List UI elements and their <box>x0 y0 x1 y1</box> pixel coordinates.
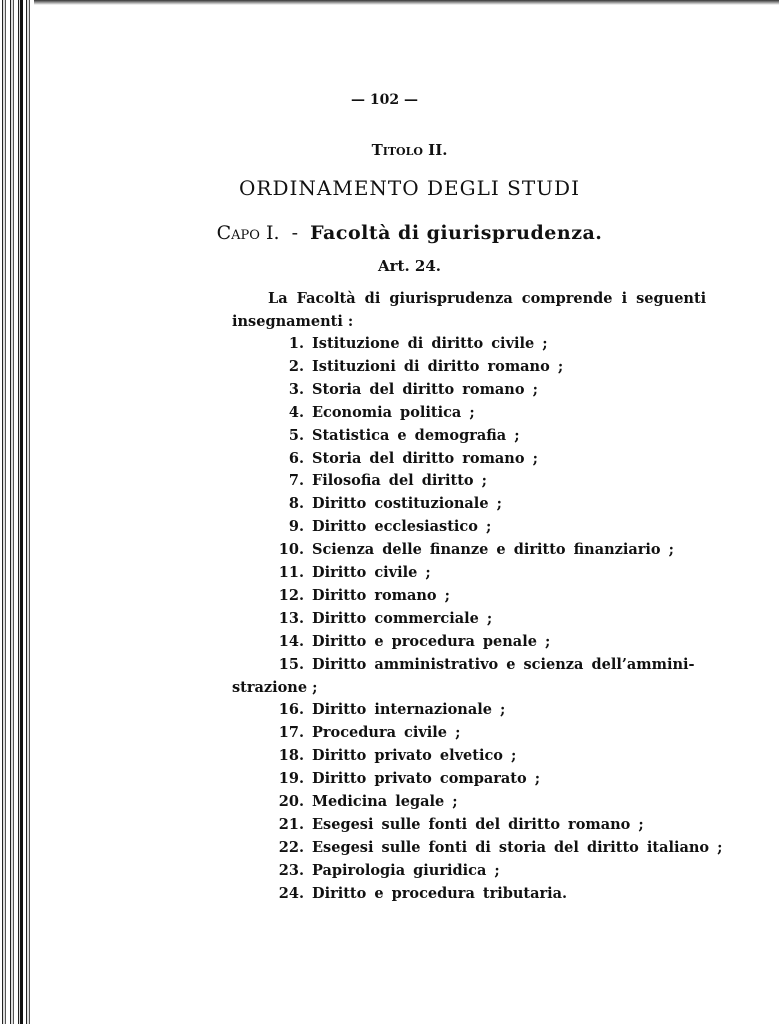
item-number: 3. <box>288 380 304 398</box>
item-text: Filosofia del diritto ; <box>312 472 487 490</box>
item-number: 1. <box>288 335 304 352</box>
item-text: Istituzioni di diritto romano ; <box>312 357 564 375</box>
item-number: 4. <box>288 403 304 421</box>
item-number: 22. <box>278 838 304 856</box>
item-text: Diritto ecclesiastico ; <box>312 518 492 536</box>
item-number: 19. <box>278 770 304 788</box>
item-text: Diritto privato comparato ; <box>312 770 541 788</box>
item-text: Diritto romano ; <box>312 586 451 604</box>
item-number: 10. <box>278 541 304 559</box>
item-text: Diritto amministrativo e scienza dell’ammini- <box>312 655 695 673</box>
item-number: 2. <box>288 357 304 375</box>
item-text: Storia del diritto romano ; <box>312 449 538 467</box>
item-text: Medicina legale ; <box>312 793 458 810</box>
item-number: 8. <box>288 495 304 513</box>
item-text: Storia del diritto romano ; <box>312 380 538 398</box>
item-text: Scienza delle finanze e diritto finanziario ; <box>312 541 674 559</box>
chapter-heading <box>20 222 779 244</box>
item-number: 17. <box>278 724 304 742</box>
item-text: Economia politica ; <box>312 403 475 421</box>
item-text: Esegesi sulle fonti di storia del diritto italiano ; <box>312 838 723 856</box>
item-number: 11. <box>278 564 304 581</box>
item-text: Diritto internazionale ; <box>312 701 506 719</box>
chapter-label: Capo I. <box>216 222 280 244</box>
item-text: Papirologia giuridica ; <box>312 861 500 879</box>
item-number: 9. <box>288 518 304 536</box>
item-text: Procedura civile ; <box>312 724 461 742</box>
item-number: 20. <box>278 793 304 810</box>
item-text: Diritto privato elvetico ; <box>312 747 517 765</box>
section-heading: ORDINAMENTO DEGLI STUDI <box>239 176 580 200</box>
item-number: 21. <box>278 815 304 833</box>
item-text: Esegesi sulle fonti del diritto romano ; <box>312 815 644 833</box>
item-number: 18. <box>278 747 304 765</box>
item-number: 13. <box>278 609 304 627</box>
item-number: 14. <box>278 632 304 650</box>
intro-line-2: insegnamenti : <box>232 313 354 330</box>
item-number: 15. <box>278 655 304 673</box>
item-text: Diritto civile ; <box>312 564 431 581</box>
intro-line-1: La Facoltà di giurisprudenza comprende i seguenti <box>268 290 707 307</box>
item-text-continuation: strazione ; <box>232 678 318 696</box>
item-number: 23. <box>278 861 304 879</box>
item-number: 6. <box>288 449 304 467</box>
item-number: 24. <box>278 884 304 902</box>
item-number: 7. <box>288 472 304 490</box>
article-heading: Art. 24. <box>377 257 441 275</box>
title-label: Titolo II. <box>371 141 448 159</box>
item-number: 16. <box>278 701 304 719</box>
item-text: Diritto costituzionale ; <box>312 495 502 513</box>
page-top-edge <box>0 0 779 5</box>
item-number: 12. <box>278 586 304 604</box>
item-text: Diritto e procedura tributaria. <box>312 884 568 902</box>
chapter-separator: - <box>291 222 299 244</box>
item-text: Diritto commerciale ; <box>312 609 493 627</box>
item-text: Diritto e procedura penale ; <box>312 632 551 650</box>
page-number: — 102 — <box>351 92 418 108</box>
chapter-name: Facoltà di giurisprudenza. <box>310 222 603 244</box>
item-text: Statistica e demografia ; <box>312 426 520 444</box>
item-text: Istituzione di diritto civile ; <box>312 335 548 352</box>
item-number: 5. <box>288 426 304 444</box>
